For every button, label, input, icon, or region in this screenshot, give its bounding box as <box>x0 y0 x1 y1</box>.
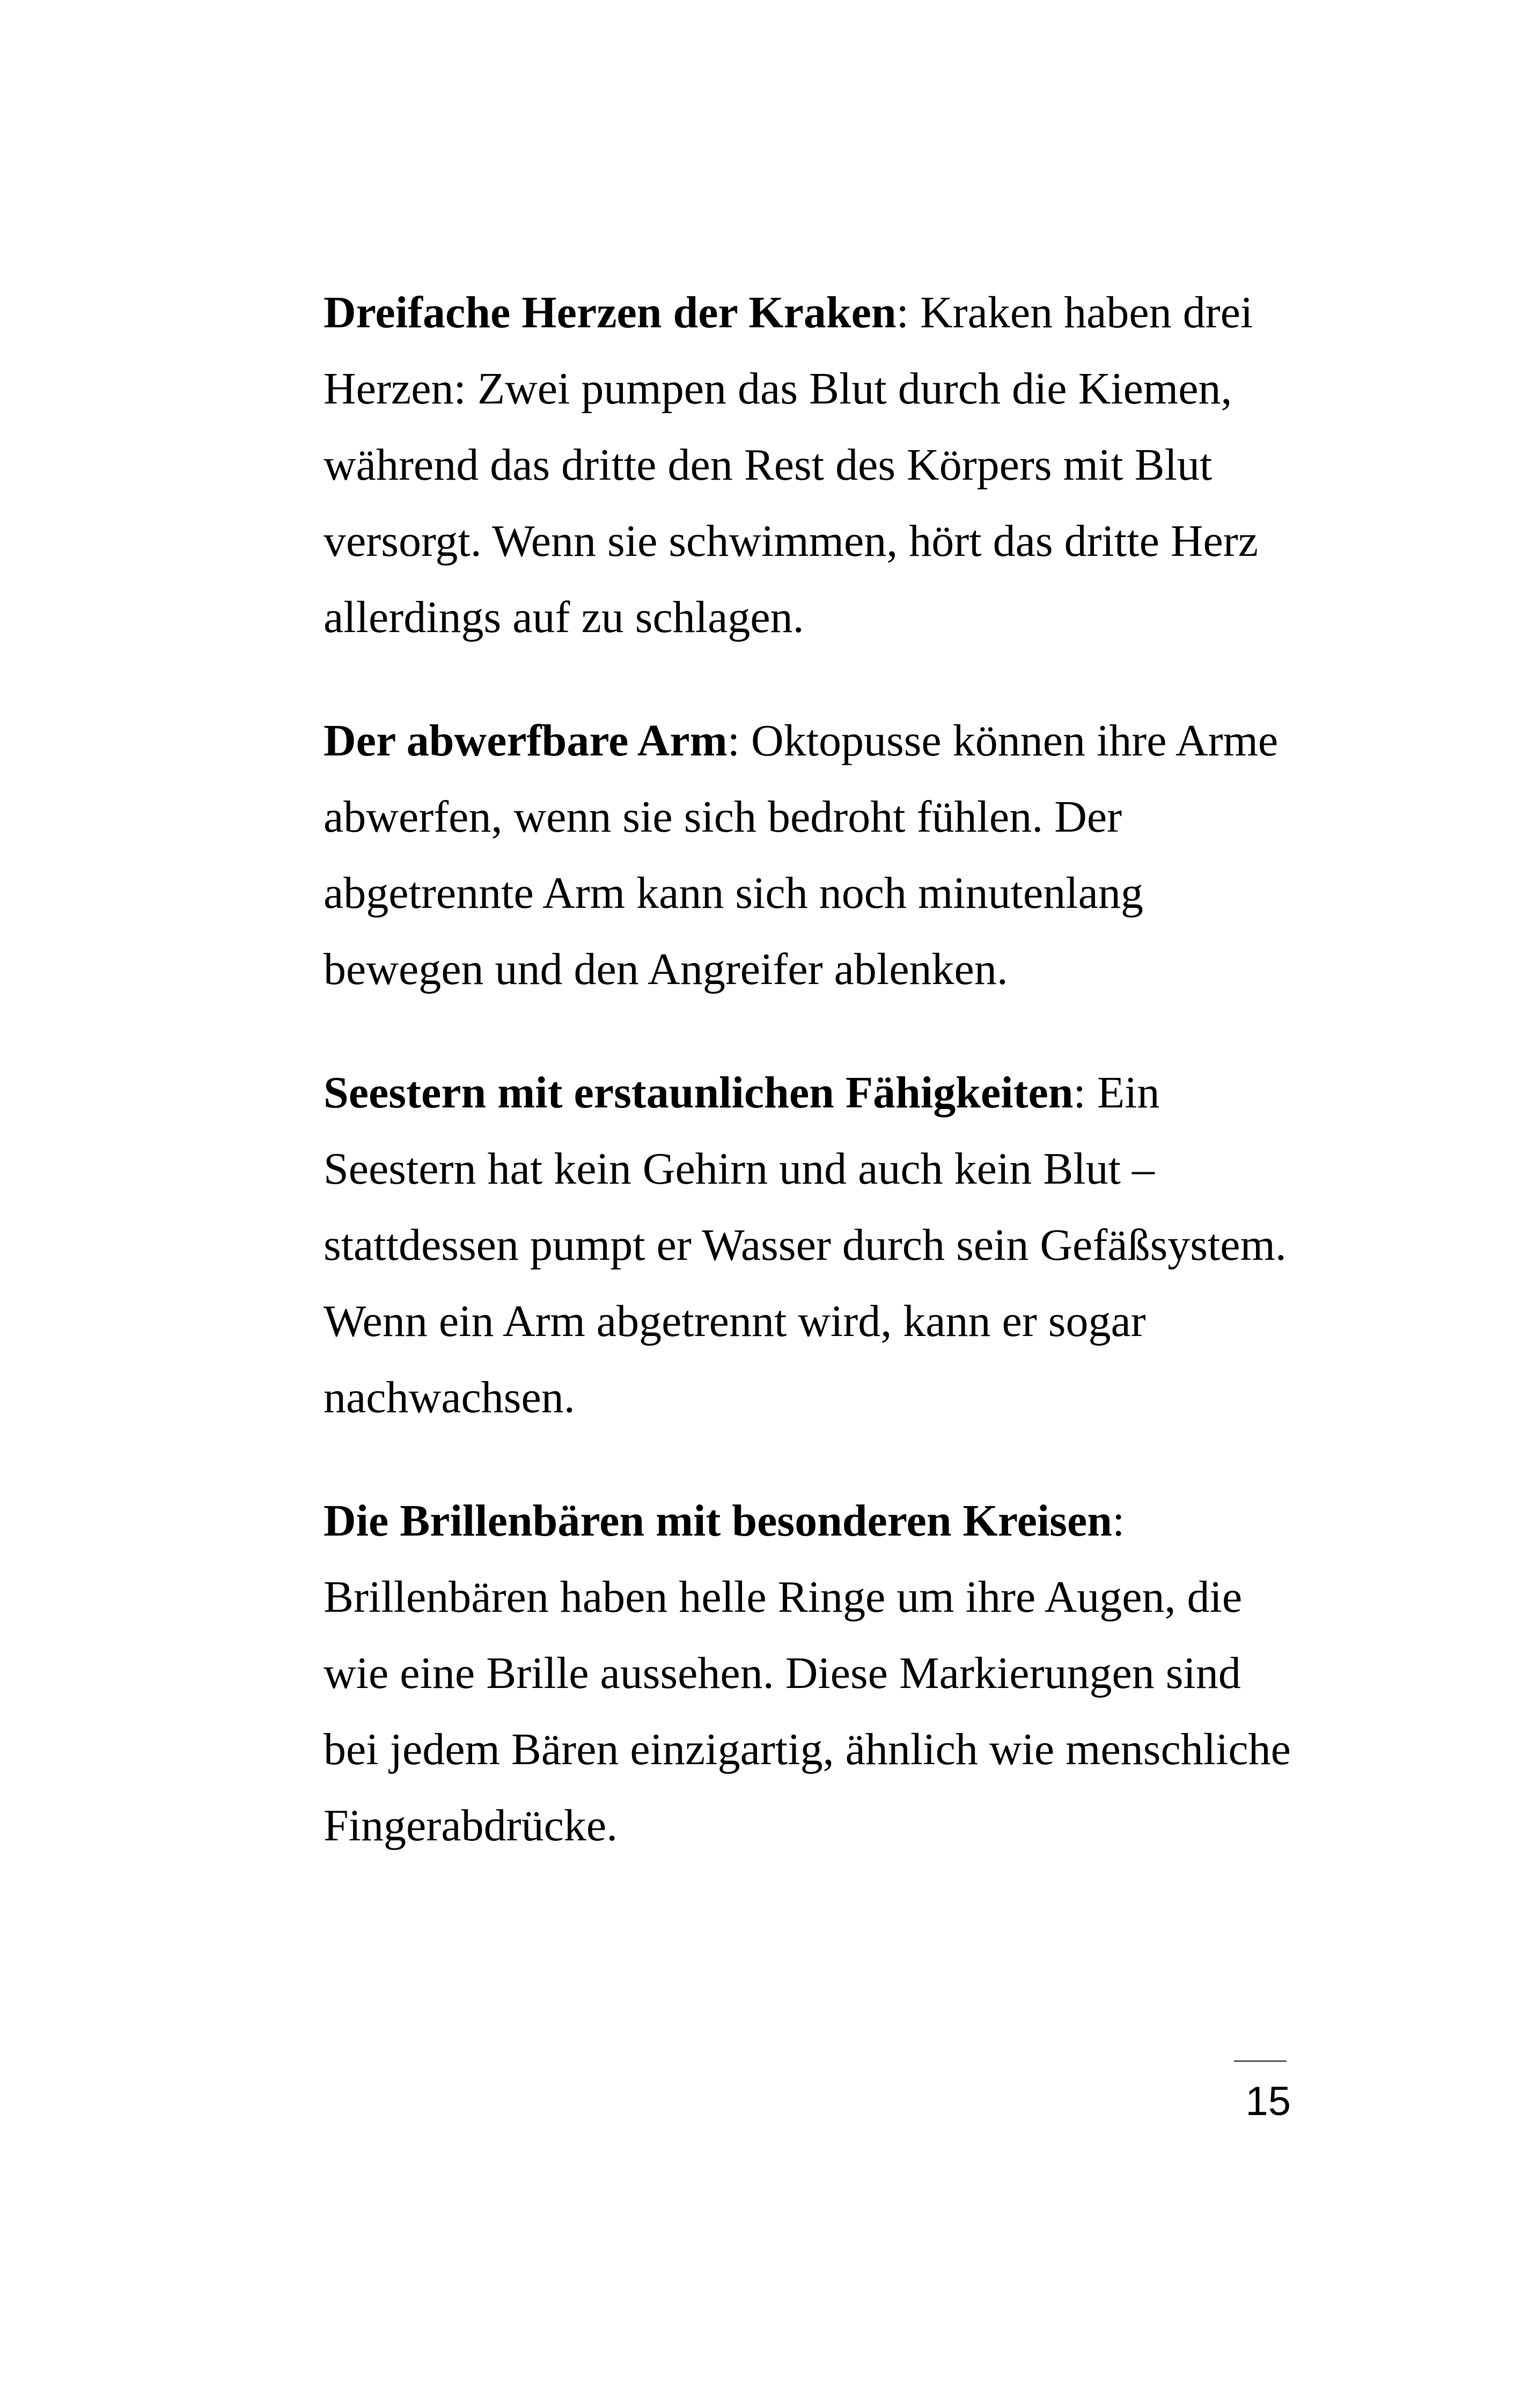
entry-first-line <box>324 1055 1316 1131</box>
entry-term: Dreifache Herzen der Kraken <box>324 288 897 337</box>
entry-line: bewegen und den Angreifer ablenken. <box>324 944 1008 994</box>
entry-term: Die Brillenbären mit besonderen Kreisen <box>324 1496 1112 1546</box>
body-text <box>324 275 1316 1911</box>
entry-line: Wenn ein Arm abgetrennt wird, kann er sogar <box>324 1296 1146 1346</box>
entry-line: Herzen: Zwei pumpen das Blut durch die Kiemen, <box>324 364 1232 414</box>
entry-first-line-text: : Ein <box>1073 1068 1160 1118</box>
entry-term: Der abwerfbare Arm <box>324 716 728 766</box>
entry-first-line <box>324 703 1316 779</box>
entry-first-line <box>324 1483 1316 1559</box>
entry-line: stattdessen pumpt er Wasser durch sein Gefäßsystem. <box>324 1220 1287 1270</box>
entry-term: Seestern mit erstaunlichen Fähigkeiten <box>324 1068 1074 1118</box>
page-number: 15 <box>1245 2079 1291 2124</box>
entry-line: abwerfen, wenn sie sich bedroht fühlen. Der <box>324 792 1122 842</box>
entry-line: Seestern hat kein Gehirn und auch kein Blut – <box>324 1144 1155 1194</box>
entry-line: bei jedem Bären einzigartig, ähnlich wie menschliche <box>324 1724 1291 1774</box>
entry-first-line-text: : <box>1112 1496 1125 1546</box>
entry-line: Brillenbären haben helle Ringe um ihre Augen, die <box>324 1572 1243 1622</box>
entry-line: versorgt. Wenn sie schwimmen, hört das dritte Herz <box>324 516 1259 566</box>
entry-first-line <box>324 275 1316 351</box>
entry-first-line-text: : Kraken haben drei <box>896 288 1253 337</box>
entry-starfish <box>324 1055 1316 1436</box>
entry-detachable-arm <box>324 703 1316 1008</box>
entry-octopus-hearts <box>324 275 1316 656</box>
entry-line: nachwachsen. <box>324 1372 575 1422</box>
entry-first-line-text: : Oktopusse können ihre Arme <box>727 716 1278 766</box>
entry-spectacled-bears <box>324 1483 1316 1864</box>
entry-line: Fingerabdrücke. <box>324 1801 618 1851</box>
footer-divider <box>1234 2060 1287 2062</box>
entry-line: abgetrennte Arm kann sich noch minutenlang <box>324 868 1143 918</box>
entry-line: allerdings auf zu schlagen. <box>324 592 804 642</box>
entry-line: während das dritte den Rest des Körpers mit Blut <box>324 440 1213 490</box>
entry-line: wie eine Brille aussehen. Diese Markierungen sind <box>324 1648 1241 1698</box>
